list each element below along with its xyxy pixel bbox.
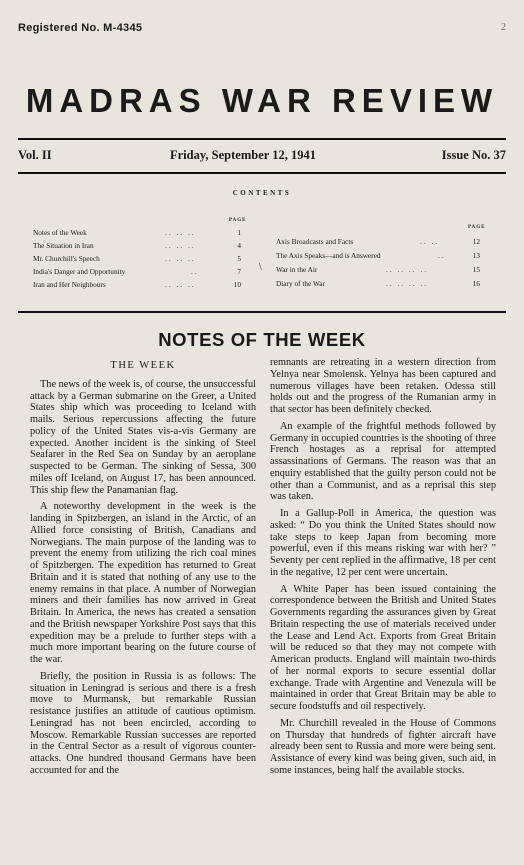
article-column-right: [270, 357, 496, 782]
contents-item-title: Notes of the Week: [33, 228, 87, 237]
issue-date: Friday, September 12, 1941: [170, 148, 316, 162]
contents-item[interactable]: [276, 251, 494, 262]
leader-dots: .. .. ..: [165, 280, 196, 289]
leader-dots: .. ..: [420, 237, 440, 246]
paragraph: A noteworthy development in the week is the landing in Spitzbergen, an island in the Arctic, of an Allied force consisting of British, Canadians and Norwegians. The main purpose of the landing was to prevent the enemy from utilizing the rich coal mines of Spitzbergen. The expedition has returned to Great Britain and it is stated that nothing of any use to the enemy remains in that place. A number of Norwegian miners and their families has now arrived in Great Britain. In America, the news has created a sensation and the British newspaper Yorkshire Post says that this expedition may be a prelude to further steps with a much more important bearing on the future course of the war.: [30, 501, 256, 665]
contents-item-title: Iran and Her Neighbours: [33, 280, 106, 289]
registration-number: Registered No. M-4345: [18, 22, 143, 34]
issue-info-row: [18, 148, 506, 166]
section-title: NOTES OF THE WEEK: [158, 329, 366, 350]
contents-divider: \: [259, 262, 262, 273]
leader-dots: .. .. ..: [165, 254, 196, 263]
contents-page-header: PAGE: [468, 225, 486, 230]
contents-item[interactable]: [33, 267, 248, 278]
paragraph: Mr. Churchill revealed in the House of Commons on Thursday that hundreds of fighter aircraft have already been sent to Russia and more were being sent. Assistance of every kind was being given, such aid, in some instances, being half the available stocks.: [270, 717, 496, 776]
contents-item[interactable]: [276, 279, 494, 290]
article-column-left: [30, 357, 256, 782]
contents-item-title: The Situation in Iran: [33, 241, 94, 250]
contents-title: CONTENTS: [232, 189, 292, 197]
leader-dots: ..: [191, 267, 199, 276]
contents-item-title: Axis Broadcasts and Facts: [276, 237, 354, 246]
contents-item-title: Diary of the War: [276, 279, 325, 288]
contents-item[interactable]: [276, 265, 494, 276]
page-number: 2: [501, 22, 506, 33]
contents-left-list: [33, 218, 248, 298]
contents-item-title: War in the Air: [276, 265, 318, 274]
contents-item[interactable]: [33, 228, 248, 239]
contents-item-page: 12: [472, 237, 480, 246]
contents-item-page: 4: [237, 241, 241, 250]
masthead-rule-bottom: [18, 172, 506, 174]
contents-item-page: 10: [233, 280, 241, 289]
contents-item[interactable]: [33, 254, 248, 265]
issue-number: Issue No. 37: [441, 148, 506, 162]
paragraph: The news of the week is, of course, the unsuccessful attack by a German submarine on the Greer, a United States ship which was proceeding to Iceland with mails. Serious repercussions affecting the future policy of the United States vis-a-vis Germany are expected. Another incident is the sinking of Steel Seafarer in the Red Sea on Sunday by an aeroplane suspected to be German. The sinking of Sessa, 300 miles off Iceland, on August 17, has been announced. This ship flew the Panamanian flag.: [30, 378, 256, 496]
contents-item[interactable]: [276, 237, 494, 248]
contents-item-page: 7: [237, 267, 241, 276]
contents-item-page: 5: [237, 254, 241, 263]
contents-item-page: 15: [472, 265, 480, 274]
leader-dots: .. .. ..: [165, 228, 196, 237]
contents-item-page: 13: [472, 251, 480, 260]
leader-dots: ..: [438, 251, 446, 260]
paragraph: A White Paper has been issued containing the correspondence between the British and United States Governments regarding the assurances given by Great Britain respecting the use of materials received under the Lease and Lend Act. Exports from Great Britain will be reduced so that they may not compete with American products. England will maintain two-thirds of her normal exports to secure essential dollar exchange. Trade with Argentine and Venezula will be maintained in order that Great Britain may be able to secure foodstuffs and oil respectively.: [270, 583, 496, 712]
contents-item-page: 16: [472, 279, 480, 288]
paragraph: Briefly, the position in Russia is as follows: The situation in Leningrad is serious and there is a fresh move to Murmansk, but remarkable Russian resistance justifies an attitude of cautious optimism. Leningrad has not been encircled, according to Moscow. Remarkable Russian successes are reported in the Central Sector as a result of vigorous counter-attacks. One hundred thousand Germans have been accounted for and the: [30, 670, 256, 776]
section-rule: [18, 311, 506, 313]
masthead-rule-top: [18, 138, 506, 140]
contents-item-title: India's Danger and Opportunity: [33, 267, 126, 276]
contents-item-title: Mr. Churchill's Speech: [33, 254, 100, 263]
contents-right-list: [276, 225, 494, 295]
leader-dots: .. .. .. ..: [386, 279, 429, 288]
paragraph: An example of the frightful methods followed by Germany in occupied countries is the shooting of three French hostages as a reprisal for attempted assassinations of Germans. The reason was that an enquiry established that the guilty person could not be other than a Communist, and as a reprisal this step was taken.: [270, 420, 496, 503]
volume-label: Vol. II: [18, 148, 52, 162]
leader-dots: .. .. .. ..: [386, 265, 429, 274]
contents-item[interactable]: [33, 241, 248, 252]
contents-item-page: 1: [237, 228, 241, 237]
contents-page-header: PAGE: [229, 218, 247, 223]
masthead-title: MADRAS WAR REVIEW: [25, 82, 499, 119]
leader-dots: .. .. ..: [165, 241, 196, 250]
subheading: THE WEEK: [110, 360, 176, 371]
paragraph: In a Gallup-Poll in America, the question was asked: “ Do you think the United States should now take steps to keep Japan from becoming more powerful, even if this means risking war with her? ” Seventy per cent replied in the affirmative, 18 per cent in the negative, 12 per cent were uncertain.: [270, 508, 496, 578]
contents-item[interactable]: [33, 280, 248, 291]
paragraph: remnants are retreating in a western direction from Yelnya near Smolensk. Yelnya has been captured and numerous villages have been retaken. Odessa still holds out and the progress of the Rumanian army in that sector has been definitely checked.: [270, 357, 496, 415]
contents-item-title: The Axis Speaks—and is Answered: [276, 251, 381, 260]
